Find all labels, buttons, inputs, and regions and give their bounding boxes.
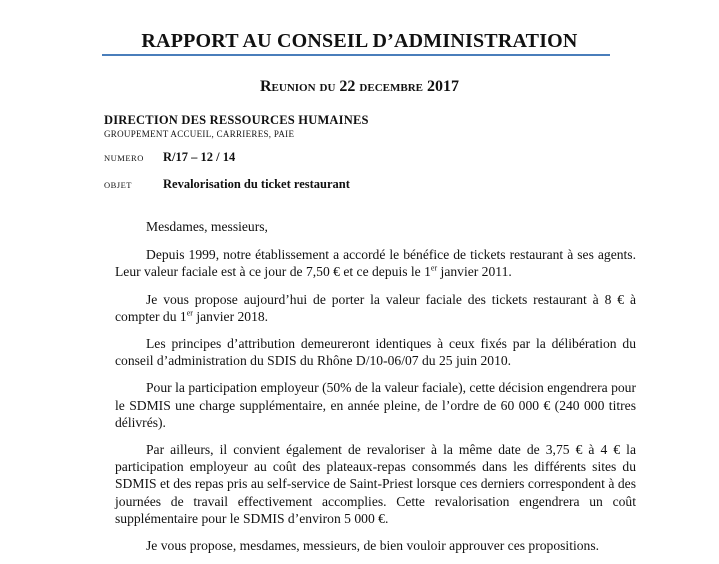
department-name: DIRECTION DES RESSOURCES HUMAINES — [104, 113, 369, 127]
report-title: RAPPORT AU CONSEIL D’ADMINISTRATION — [141, 30, 578, 52]
paragraph-5: Par ailleurs, il convient également de revaloriser à la même date de 3,75 € à 4 € la participation employeur au coût des plateaux-repas consommés dans les différents sites du SDMIS et des repas pris au self-service de Saint-Priest lorsque ces derniers correspondent à des journées de travail effectivement accomplies. Cette revalorisation engendrera un coût supplémentaire pour le SDMIS d’environ 5 000 €. — [115, 442, 636, 526]
meeting-date: Reunion du 22 decembre 2017 — [259, 78, 459, 95]
title-underline — [102, 54, 610, 56]
paragraph-1-text: Depuis 1999, notre établissement a accordé le bénéfice de tickets restaurant à ses agents. Leur valeur faciale est à ce jour de 7,50 € et ce depuis le 1 — [115, 247, 636, 280]
paragraph-6: Je vous propose, mesdames, messieurs, de bien vouloir approuver ces propositions. — [146, 538, 600, 554]
paragraph-2-superscript: er — [186, 308, 193, 318]
paragraph-3: Les principes d’attribution demeureront identiques à ceux fixés par la délibération du conseil d’administration du SDIS du Rhône D/10-06/07 du 25 juin 2010. — [115, 336, 636, 369]
paragraph-2 — [115, 291, 636, 325]
paragraph-1-superscript: er — [430, 263, 438, 273]
objet-value: Revalorisation du ticket restaurant — [163, 177, 350, 191]
paragraph-2-text: Je vous propose aujourd’hui de porter la valeur faciale des tickets restaurant à 8 € à compter du 1 — [115, 291, 636, 324]
paragraph-1-text-end: janvier 2011. — [437, 264, 512, 280]
paragraph-4: Pour la participation employeur (50% de la valeur faciale), cette décision engendrera pour le SDMIS une charge supplémentaire, en année pleine, de l’ordre de 60 000 € (240 000 titres délivrés). — [115, 380, 636, 430]
report-body — [115, 218, 636, 564]
paragraph-2-text-end: janvier 2018. — [192, 308, 269, 324]
numero-value: R/17 – 12 / 14 — [163, 150, 236, 164]
salutation: Mesdames, messieurs, — [146, 219, 268, 234]
department-subgroup: GROUPEMENT ACCUEIL, CARRIERES, PAIE — [104, 129, 295, 139]
paragraph-1 — [115, 246, 636, 280]
numero-label: NUMERO — [104, 153, 144, 163]
objet-label: OBJET — [104, 180, 132, 190]
